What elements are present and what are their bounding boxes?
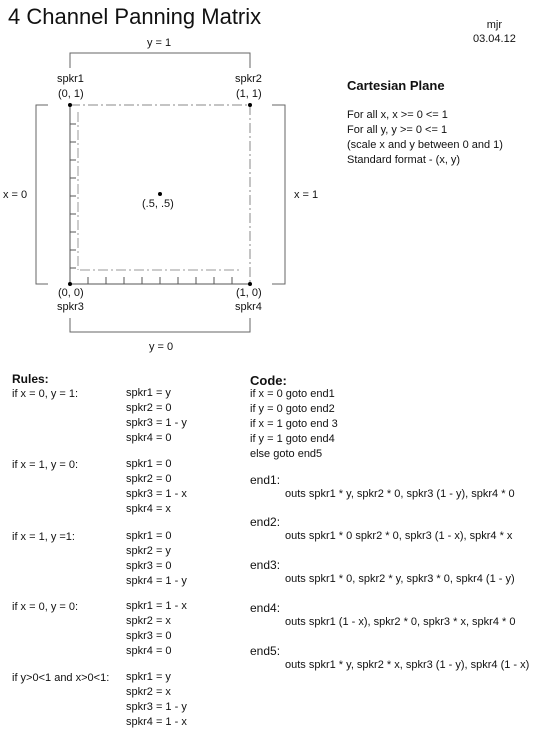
rule-condition: if x = 0, y = 0: — [12, 601, 79, 613]
spkr3-name: spkr3 — [57, 301, 84, 313]
spkr4-point — [248, 282, 252, 286]
author-date: 03.04.12 — [473, 33, 516, 45]
cartesian-line: For all y, y >= 0 <= 1 — [347, 124, 448, 136]
code-line: else goto end5 — [250, 448, 323, 460]
cartesian-line: Standard format - (x, y) — [347, 154, 461, 166]
rule-values — [126, 457, 187, 517]
code-heading: Code: — [250, 373, 287, 388]
spkr2-coord: (1, 1) — [236, 88, 262, 100]
rule-line: spkr2 = 0 — [126, 473, 172, 485]
rule-line: spkr2 = y — [126, 545, 171, 557]
spkr3-point — [68, 282, 72, 286]
cartesian-line: (scale x and y between 0 and 1) — [347, 139, 503, 151]
bracket-left — [36, 105, 48, 284]
end4-body: outs spkr1 (1 - x), spkr2 * 0, spkr3 * x, spkr4 * 0 — [285, 616, 516, 628]
end3-label: end3: — [250, 558, 281, 572]
spkr2-point — [248, 103, 252, 107]
rule-line: spkr2 = x — [126, 615, 171, 627]
x-axis-ticks — [88, 277, 232, 284]
spkr4-name: spkr4 — [235, 301, 262, 313]
rule-line: spkr3 = 1 - x — [126, 488, 187, 500]
cartesian-line: For all x, x >= 0 <= 1 — [347, 109, 448, 121]
end3-body: outs spkr1 * 0, spkr2 * y, spkr3 * 0, spkr4 (1 - y) — [285, 573, 515, 585]
center-label: (.5, .5) — [142, 198, 174, 210]
label-x1: x = 1 — [294, 189, 319, 201]
cartesian-notes — [347, 108, 503, 168]
rule-line: spkr2 = x — [126, 686, 171, 698]
spkr3-coord: (0, 0) — [58, 287, 84, 299]
rule-values — [126, 599, 187, 659]
rule-line: spkr3 = 1 - y — [126, 417, 187, 429]
end5-body: outs spkr1 * y, spkr2 * x, spkr3 (1 - y), spkr4 (1 - x) — [285, 659, 530, 671]
rule-line: spkr3 = 0 — [126, 560, 172, 572]
rule-line: spkr4 = 0 — [126, 645, 172, 657]
code-gotos — [250, 387, 338, 462]
y-axis-ticks — [70, 124, 76, 268]
label-x0: x = 0 — [3, 189, 28, 201]
spkr1-point — [68, 103, 72, 107]
spkr1-name: spkr1 — [57, 73, 84, 85]
author-name: mjr — [486, 19, 503, 31]
bracket-right — [272, 105, 285, 284]
end1-label: end1: — [250, 473, 281, 487]
rule-line: spkr4 = 0 — [126, 432, 172, 444]
rule-condition: if x = 0, y = 1: — [12, 388, 79, 400]
rule-condition: if y>0<1 and x>0<1: — [12, 672, 110, 684]
rule-line: spkr3 = 1 - y — [126, 701, 187, 713]
bracket-top — [70, 53, 250, 68]
rule-line: spkr1 = 0 — [126, 530, 172, 542]
rule-values — [126, 529, 187, 589]
spkr1-coord: (0, 1) — [58, 88, 84, 100]
cartesian-heading: Cartesian Plane — [347, 78, 445, 93]
rule-line: spkr1 = y — [126, 387, 171, 399]
rule-line: spkr4 = 1 - y — [126, 575, 187, 587]
rule-line: spkr1 = 0 — [126, 458, 172, 470]
rule-line: spkr4 = x — [126, 503, 171, 515]
rule-line: spkr2 = 0 — [126, 402, 172, 414]
end5-label: end5: — [250, 644, 281, 658]
page-title: 4 Channel Panning Matrix — [8, 4, 262, 29]
label-y0: y = 0 — [149, 341, 174, 353]
label-y1: y = 1 — [147, 37, 172, 49]
end2-label: end2: — [250, 515, 281, 529]
end2-body: outs spkr1 * 0 spkr2 * 0, spkr3 (1 - x), spkr4 * x — [285, 530, 513, 542]
end1-body: outs spkr1 * y, spkr2 * 0, spkr3 (1 - y), spkr4 * 0 — [285, 488, 515, 500]
spkr2-name: spkr2 — [235, 73, 262, 85]
rule-line: spkr4 = 1 - x — [126, 716, 187, 728]
rule-line: spkr1 = 1 - x — [126, 600, 187, 612]
spkr4-coord: (1, 0) — [236, 287, 262, 299]
code-line: if y = 0 goto end2 — [250, 403, 335, 415]
rule-values — [126, 386, 187, 446]
rule-line: spkr1 = y — [126, 671, 171, 683]
rule-condition: if x = 1, y = 0: — [12, 459, 79, 471]
end4-label: end4: — [250, 601, 281, 615]
code-line: if x = 0 goto end1 — [250, 388, 335, 400]
rules-heading: Rules: — [12, 372, 49, 386]
rule-line: spkr3 = 0 — [126, 630, 172, 642]
code-line: if y = 1 goto end4 — [250, 433, 335, 445]
code-line: if x = 1 goto end 3 — [250, 418, 338, 430]
bracket-bottom — [70, 318, 250, 332]
rule-values — [126, 670, 187, 730]
center-point — [158, 192, 162, 196]
rule-condition: if x = 1, y =1: — [12, 531, 75, 543]
